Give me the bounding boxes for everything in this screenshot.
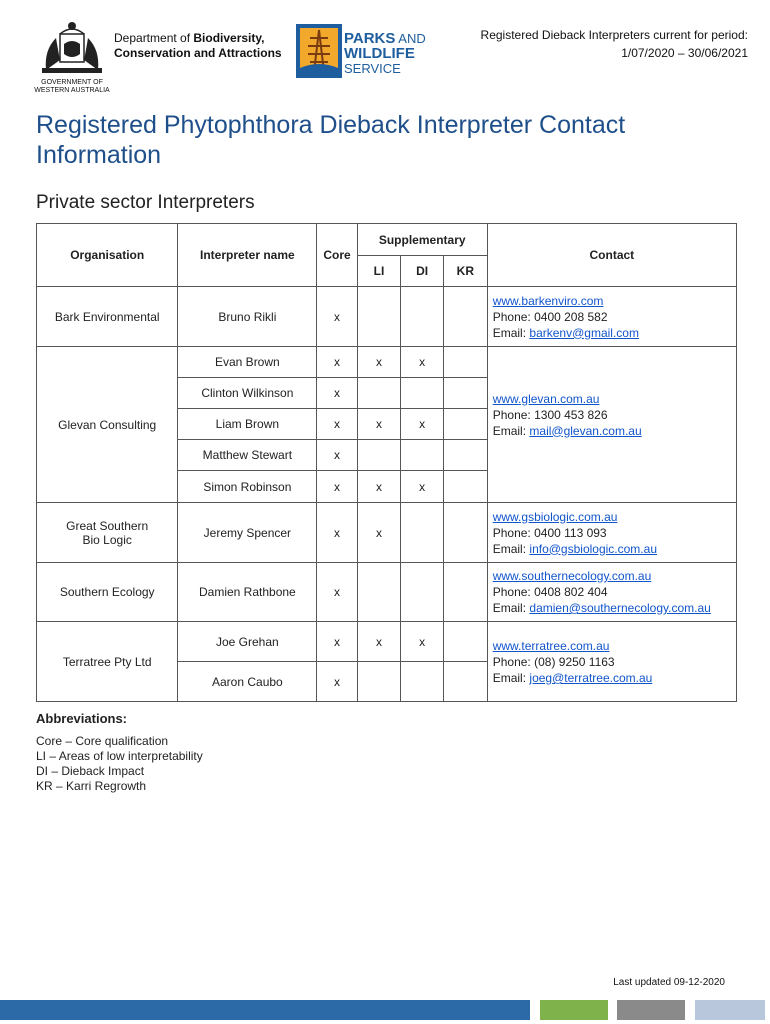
website-link[interactable]: www.terratree.com.au [492, 639, 610, 653]
kr-cell [443, 503, 487, 563]
core-cell: x [317, 563, 357, 622]
page-title: Registered Phytophthora Dieback Interpreter Contact Information [36, 111, 626, 169]
table-row [37, 347, 737, 378]
di-cell [401, 287, 444, 347]
website-link[interactable]: www.gsbiologic.com.au [492, 509, 618, 524]
kr-cell [443, 347, 487, 378]
di-cell [401, 662, 444, 702]
parks-wildlife-logo-icon [296, 24, 342, 78]
organisation-cell: Bark Environmental [37, 287, 178, 347]
footer-bar-gray [617, 1000, 685, 1020]
footer-bar-blue [0, 1000, 530, 1020]
interpreter-cell: Aaron Caubo [178, 662, 317, 702]
li-cell [357, 440, 401, 471]
header-supplementary: Supplementary [357, 224, 487, 256]
header-kr: KR [443, 256, 487, 287]
contact-cell: www.gsbiologic.com.au Phone: 0400 113 093 Email: info@gsbiologic.com.au [487, 503, 736, 563]
organisation-cell: Southern Ecology [37, 563, 178, 622]
li-cell: x [357, 409, 401, 440]
parks-wildlife-wordmark: PARKS AND WILDLIFE SERVICE [344, 30, 426, 76]
website-link[interactable]: www.southernecology.com.au [492, 569, 652, 583]
di-cell: x [401, 409, 444, 440]
contact-cell: www.terratree.com.au Phone: (08) 9250 1163 Email: joeg@terratree.com.au [487, 622, 736, 702]
interpreter-cell: Bruno Rikli [178, 287, 317, 347]
abbreviation-item: LI – Areas of low interpretability [36, 749, 203, 763]
government-crest-icon [36, 20, 108, 78]
header-contact: Contact [487, 224, 736, 287]
table-header-row [37, 224, 737, 256]
footer-bar-green [540, 1000, 608, 1020]
li-cell: x [357, 347, 401, 378]
abbreviation-item: KR – Karri Regrowth [36, 779, 147, 793]
core-cell: x [317, 622, 357, 662]
core-cell: x [317, 347, 357, 378]
organisation-cell: Glevan Consulting [37, 347, 178, 503]
header-li: LI [357, 256, 401, 287]
core-cell: x [317, 440, 357, 471]
di-cell [401, 503, 444, 563]
li-cell [357, 378, 401, 409]
li-cell [357, 563, 401, 622]
interpreter-cell: Matthew Stewart [178, 440, 317, 471]
li-cell [357, 287, 401, 347]
header-di: DI [401, 256, 444, 287]
di-cell: x [401, 347, 444, 378]
li-cell [357, 662, 401, 702]
core-cell: x [317, 409, 357, 440]
abbreviation-item: DI – Dieback Impact [36, 764, 145, 778]
website-link[interactable]: www.barkenviro.com [492, 293, 604, 308]
kr-cell [443, 440, 487, 471]
email-link[interactable]: info@gsbiologic.com.au [529, 541, 657, 556]
header-core: Core [317, 224, 357, 287]
header-interpreter-name: Interpreter name [178, 224, 317, 287]
di-cell: x [401, 622, 444, 662]
contact-cell: www.southernecology.com.au Phone: 0408 802 404 Email: damien@southernecology.com.au [487, 563, 736, 622]
last-updated: Last updated 09-12-2020 [613, 977, 725, 988]
kr-cell [443, 471, 487, 503]
phone-number: 0408 802 404 [534, 585, 608, 599]
table-row [37, 287, 737, 347]
li-cell: x [357, 622, 401, 662]
di-cell: x [401, 471, 444, 503]
interpreter-cell: Simon Robinson [178, 471, 317, 503]
interpreter-cell: Clinton Wilkinson [178, 378, 317, 409]
di-cell [401, 378, 444, 409]
email-link[interactable]: joeg@terratree.com.au [529, 671, 653, 685]
organisation-cell: Terratree Pty Ltd [37, 622, 178, 702]
kr-cell [443, 622, 487, 662]
section-subtitle: Private sector Interpreters [36, 192, 255, 213]
contact-cell: www.barkenviro.com Phone: 0400 208 582 Email: barkenv@gmail.com [487, 287, 736, 347]
kr-cell [443, 563, 487, 622]
registration-period: Registered Dieback Interpreters current for period: 1/07/2020 – 30/06/2021 [480, 28, 748, 60]
interpreters-table [36, 223, 737, 702]
phone-number: 0400 208 582 [534, 309, 608, 324]
interpreter-cell: Jeremy Spencer [178, 503, 317, 563]
department-name: Department of Biodiversity, Conservation and Attractions [114, 31, 282, 60]
footer-bar-light [695, 1000, 765, 1020]
interpreter-cell: Joe Grehan [178, 622, 317, 662]
interpreter-cell: Liam Brown [178, 409, 317, 440]
li-cell: x [357, 471, 401, 503]
table-row [37, 503, 737, 563]
kr-cell [443, 662, 487, 702]
table-row [37, 563, 737, 622]
abbreviations-section [36, 711, 203, 794]
contact-cell: www.glevan.com.au Phone: 1300 453 826 Email: mail@glevan.com.au [487, 347, 736, 503]
core-cell: x [317, 471, 357, 503]
core-cell: x [317, 287, 357, 347]
phone-number: (08) 9250 1163 [534, 655, 615, 669]
header-organisation: Organisation [37, 224, 178, 287]
li-cell: x [357, 503, 401, 563]
kr-cell [443, 378, 487, 409]
government-label: GOVERNMENT OF WESTERN AUSTRALIA [34, 79, 110, 94]
di-cell [401, 440, 444, 471]
core-cell: x [317, 503, 357, 563]
phone-number: 1300 453 826 [534, 407, 608, 422]
email-link[interactable]: barkenv@gmail.com [529, 325, 639, 340]
interpreter-cell: Evan Brown [178, 347, 317, 378]
table-row [37, 622, 737, 662]
core-cell: x [317, 662, 357, 702]
email-link[interactable]: mail@glevan.com.au [529, 423, 642, 438]
website-link[interactable]: www.glevan.com.au [492, 391, 600, 406]
organisation-cell: Great Southern Bio Logic [37, 503, 178, 563]
email-link[interactable]: damien@southernecology.com.au [529, 601, 711, 615]
kr-cell [443, 287, 487, 347]
phone-number: 0400 113 093 [534, 525, 607, 540]
interpreter-cell: Damien Rathbone [178, 563, 317, 622]
kr-cell [443, 409, 487, 440]
abbreviations-heading: Abbreviations: [36, 711, 128, 726]
core-cell: x [317, 378, 357, 409]
di-cell [401, 563, 444, 622]
abbreviation-item: Core – Core qualification [36, 734, 169, 748]
